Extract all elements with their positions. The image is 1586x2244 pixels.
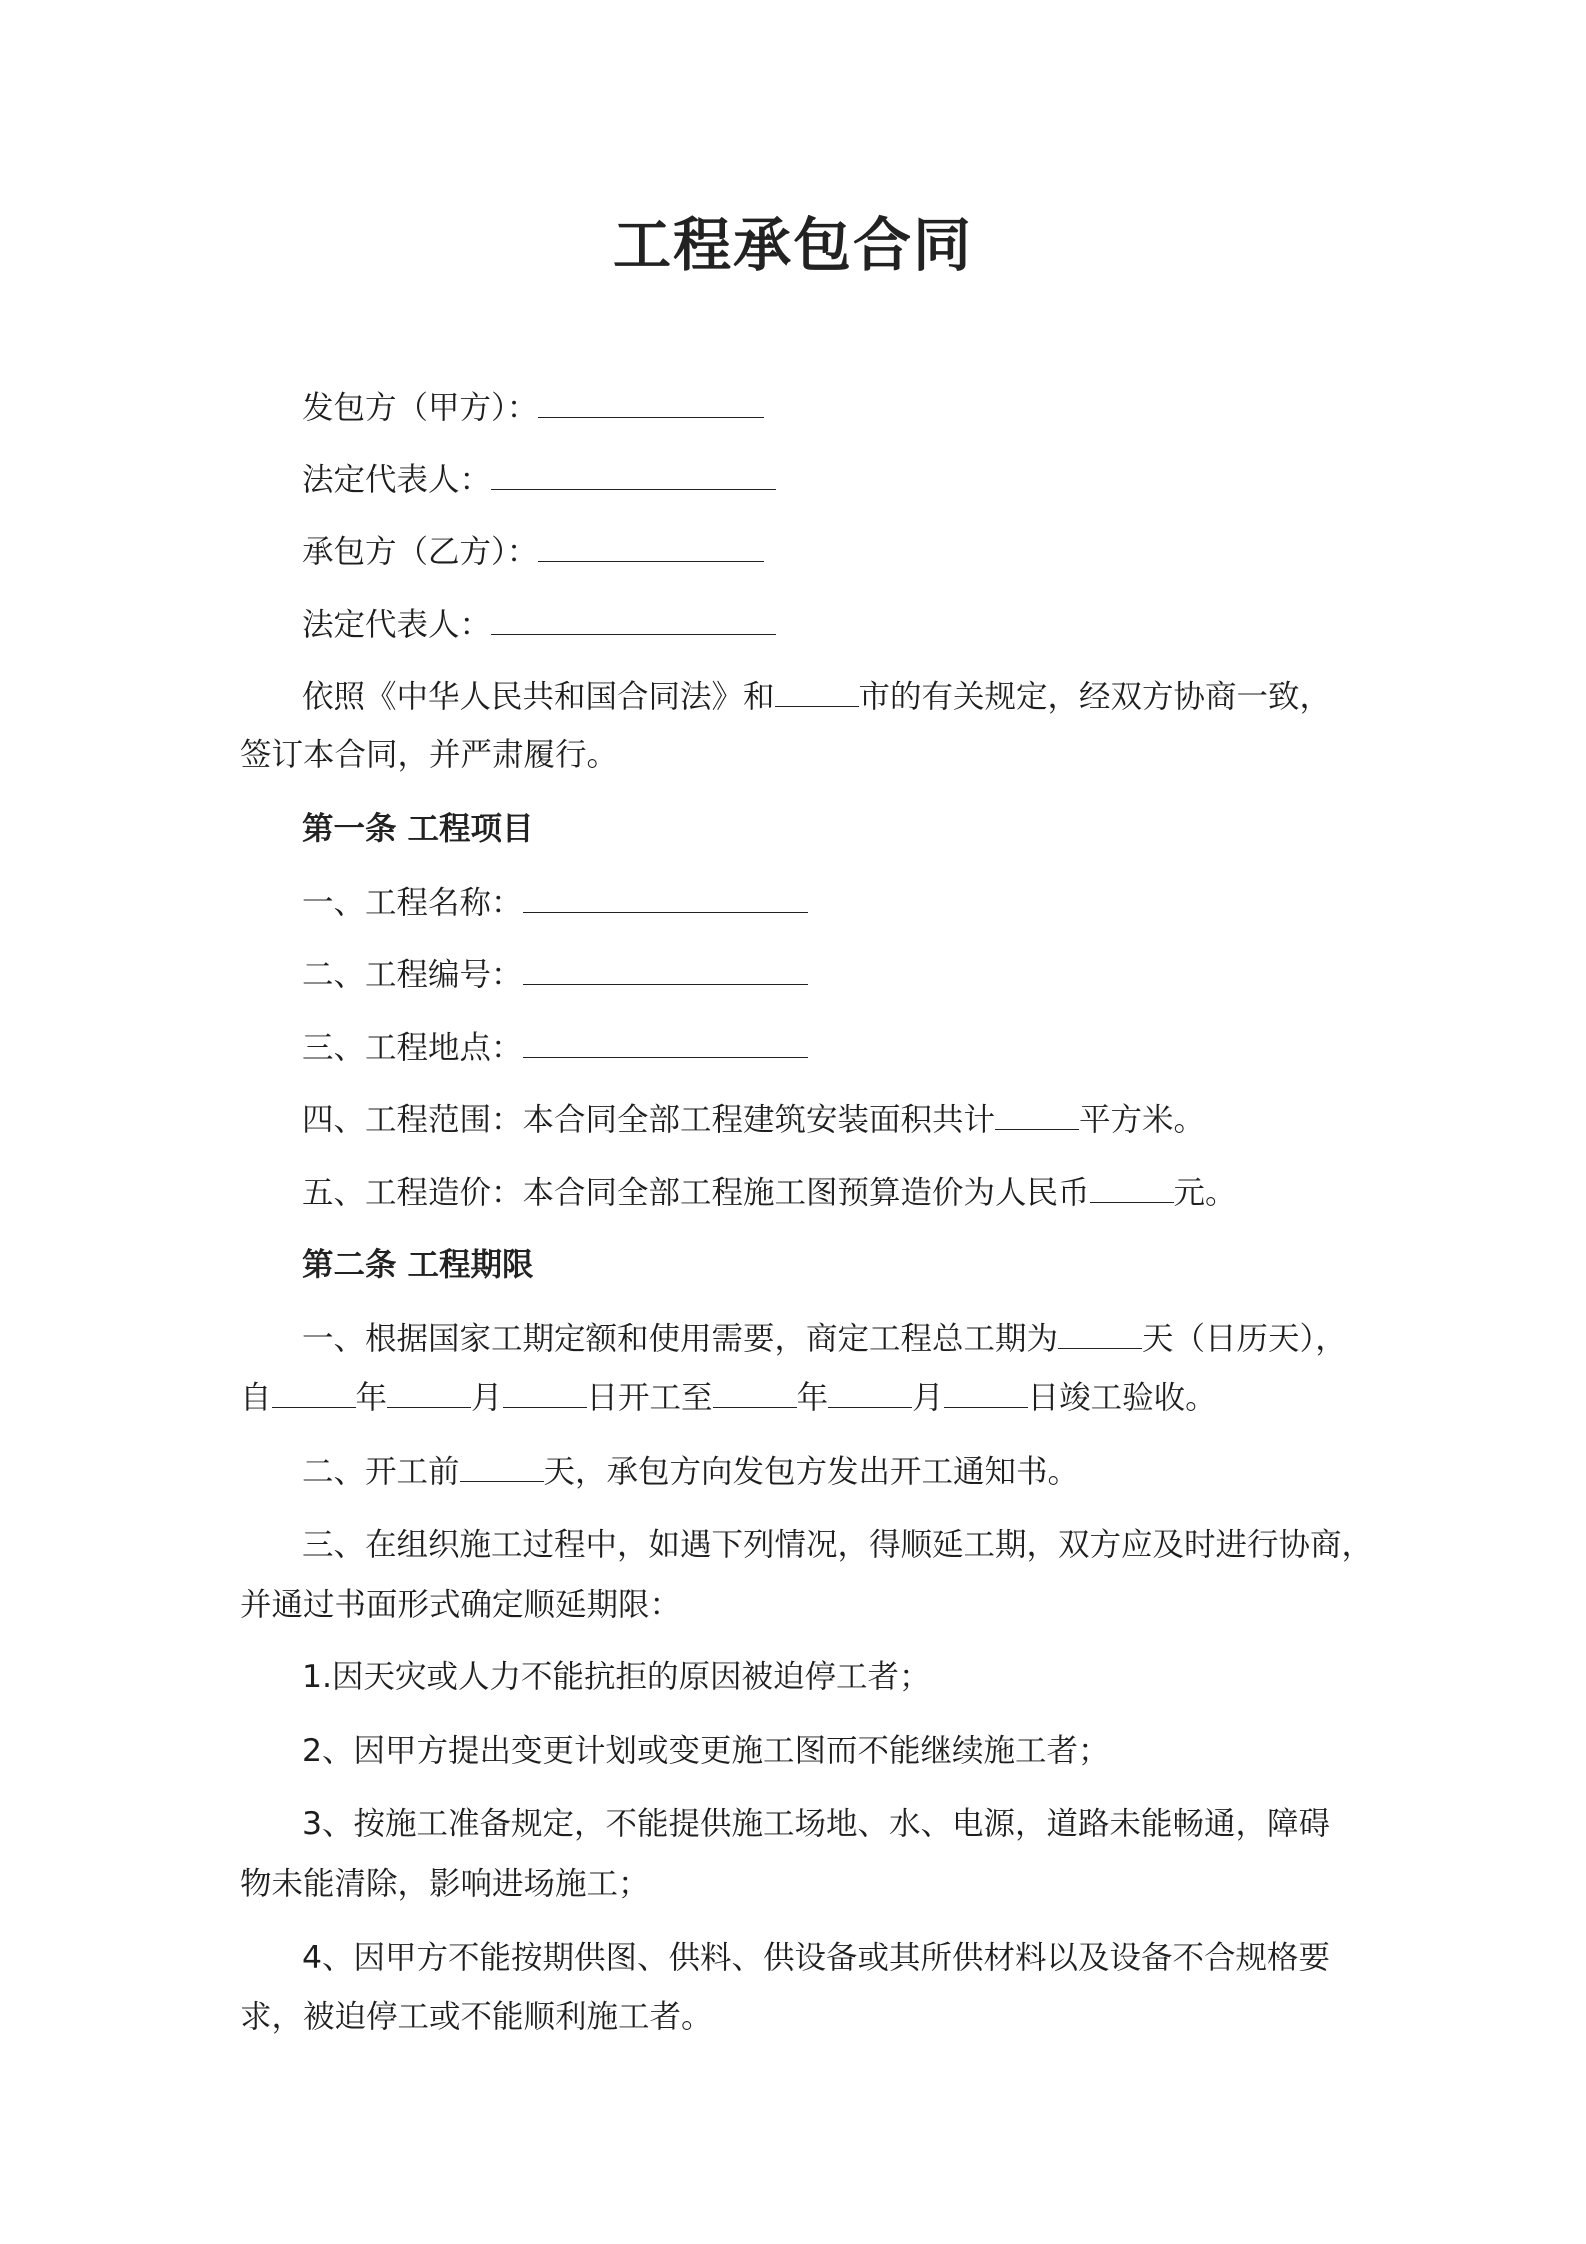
project-cost-unit: 元。 bbox=[1173, 1175, 1237, 1211]
preamble-line-2: 签订本合同，并严肃履行。 bbox=[240, 737, 619, 773]
notice-days-blank bbox=[460, 1451, 544, 1482]
party-a-blank bbox=[538, 387, 764, 418]
article-1-heading: 第一条 工程项目 bbox=[302, 811, 534, 847]
end-day-blank bbox=[944, 1377, 1028, 1408]
party-b-rep-line bbox=[302, 604, 776, 645]
notice-line bbox=[302, 1451, 1079, 1492]
duration-text-a: 一、根据国家工期定额和使用需要，商定工程总工期为 bbox=[302, 1321, 1059, 1357]
condition-4-line-1: 4、因甲方不能按期供图、供料、供设备或其所供材料以及设备不合规格要 bbox=[302, 1940, 1331, 1976]
document-title: 工程承包合同 bbox=[612, 211, 973, 279]
extension-line-2: 并通过书面形式确定顺延期限： bbox=[240, 1587, 682, 1623]
party-b-rep-blank bbox=[491, 604, 776, 635]
area-blank bbox=[995, 1099, 1079, 1130]
start-day-blank bbox=[503, 1377, 587, 1408]
party-b-blank bbox=[538, 531, 764, 562]
project-number-blank bbox=[523, 954, 808, 985]
condition-3-line-1: 3、按施工准备规定，不能提供施工场地、水、电源，道路未能畅通，障碍 bbox=[302, 1806, 1331, 1842]
end-year-blank bbox=[713, 1377, 797, 1408]
year-label: 年 bbox=[355, 1380, 388, 1416]
total-days-blank bbox=[1058, 1318, 1142, 1349]
party-a-rep-label: 法定代表人： bbox=[302, 462, 492, 498]
duration-line-1 bbox=[302, 1318, 1347, 1359]
project-scope-text: 四、工程范围：本合同全部工程建筑安装面积共计 bbox=[302, 1102, 996, 1138]
project-location-label: 三、工程地点： bbox=[302, 1030, 523, 1066]
cost-blank bbox=[1090, 1172, 1174, 1203]
party-b-label: 承包方（乙方）： bbox=[302, 534, 539, 570]
end-month-blank bbox=[828, 1377, 912, 1408]
duration-line-2 bbox=[240, 1377, 1217, 1418]
party-b-line bbox=[302, 531, 764, 572]
condition-1: 1.因天灾或人力不能抗拒的原因被迫停工者； bbox=[302, 1659, 931, 1695]
condition-2: 2、因甲方提出变更计划或变更施工图而不能继续施工者； bbox=[302, 1733, 1110, 1769]
start-label: 日开工至 bbox=[586, 1380, 713, 1416]
article-2-heading: 第二条 工程期限 bbox=[302, 1247, 534, 1283]
project-scope-unit: 平方米。 bbox=[1079, 1102, 1206, 1138]
party-a-rep-blank bbox=[491, 459, 776, 490]
party-a-rep-line bbox=[302, 459, 776, 500]
party-a-line bbox=[302, 387, 764, 428]
project-location-blank bbox=[523, 1027, 808, 1058]
end-year-label: 年 bbox=[796, 1380, 829, 1416]
preamble-line-1 bbox=[302, 676, 1331, 717]
project-scope-line bbox=[302, 1099, 1205, 1140]
completion-label: 日竣工验收。 bbox=[1027, 1380, 1217, 1416]
notice-text-a: 二、开工前 bbox=[302, 1454, 460, 1490]
project-name-line bbox=[302, 882, 808, 923]
project-location-line bbox=[302, 1027, 808, 1068]
preamble-text-a: 依照《中华人民共和国合同法》和 bbox=[302, 679, 775, 715]
condition-3-line-2: 物未能清除，影响进场施工； bbox=[240, 1866, 650, 1902]
month-label: 月 bbox=[471, 1380, 503, 1416]
end-month-label: 月 bbox=[912, 1380, 944, 1416]
project-cost-text: 五、工程造价：本合同全部工程施工图预算造价为人民币 bbox=[302, 1175, 1090, 1211]
city-blank bbox=[775, 676, 859, 707]
from-label: 自 bbox=[240, 1380, 272, 1416]
project-number-label: 二、工程编号： bbox=[302, 957, 523, 993]
project-name-label: 一、工程名称： bbox=[302, 885, 523, 921]
extension-line-1: 三、在组织施工过程中，如遇下列情况，得顺延工期，双方应及时进行协商， bbox=[302, 1527, 1374, 1563]
start-year-blank bbox=[272, 1377, 356, 1408]
notice-text-b: 天，承包方向发包方发出开工通知书。 bbox=[543, 1454, 1080, 1490]
condition-4-line-2: 求，被迫停工或不能顺利施工者。 bbox=[240, 1999, 713, 2035]
project-name-blank bbox=[523, 882, 808, 913]
project-number-line bbox=[302, 954, 808, 995]
preamble-text-b: 市的有关规定，经双方协商一致， bbox=[858, 679, 1332, 715]
project-cost-line bbox=[302, 1172, 1237, 1213]
start-month-blank bbox=[387, 1377, 471, 1408]
party-a-label: 发包方（甲方）： bbox=[302, 390, 539, 426]
duration-text-b: 天（日历天）， bbox=[1142, 1321, 1347, 1357]
party-b-rep-label: 法定代表人： bbox=[302, 607, 492, 643]
